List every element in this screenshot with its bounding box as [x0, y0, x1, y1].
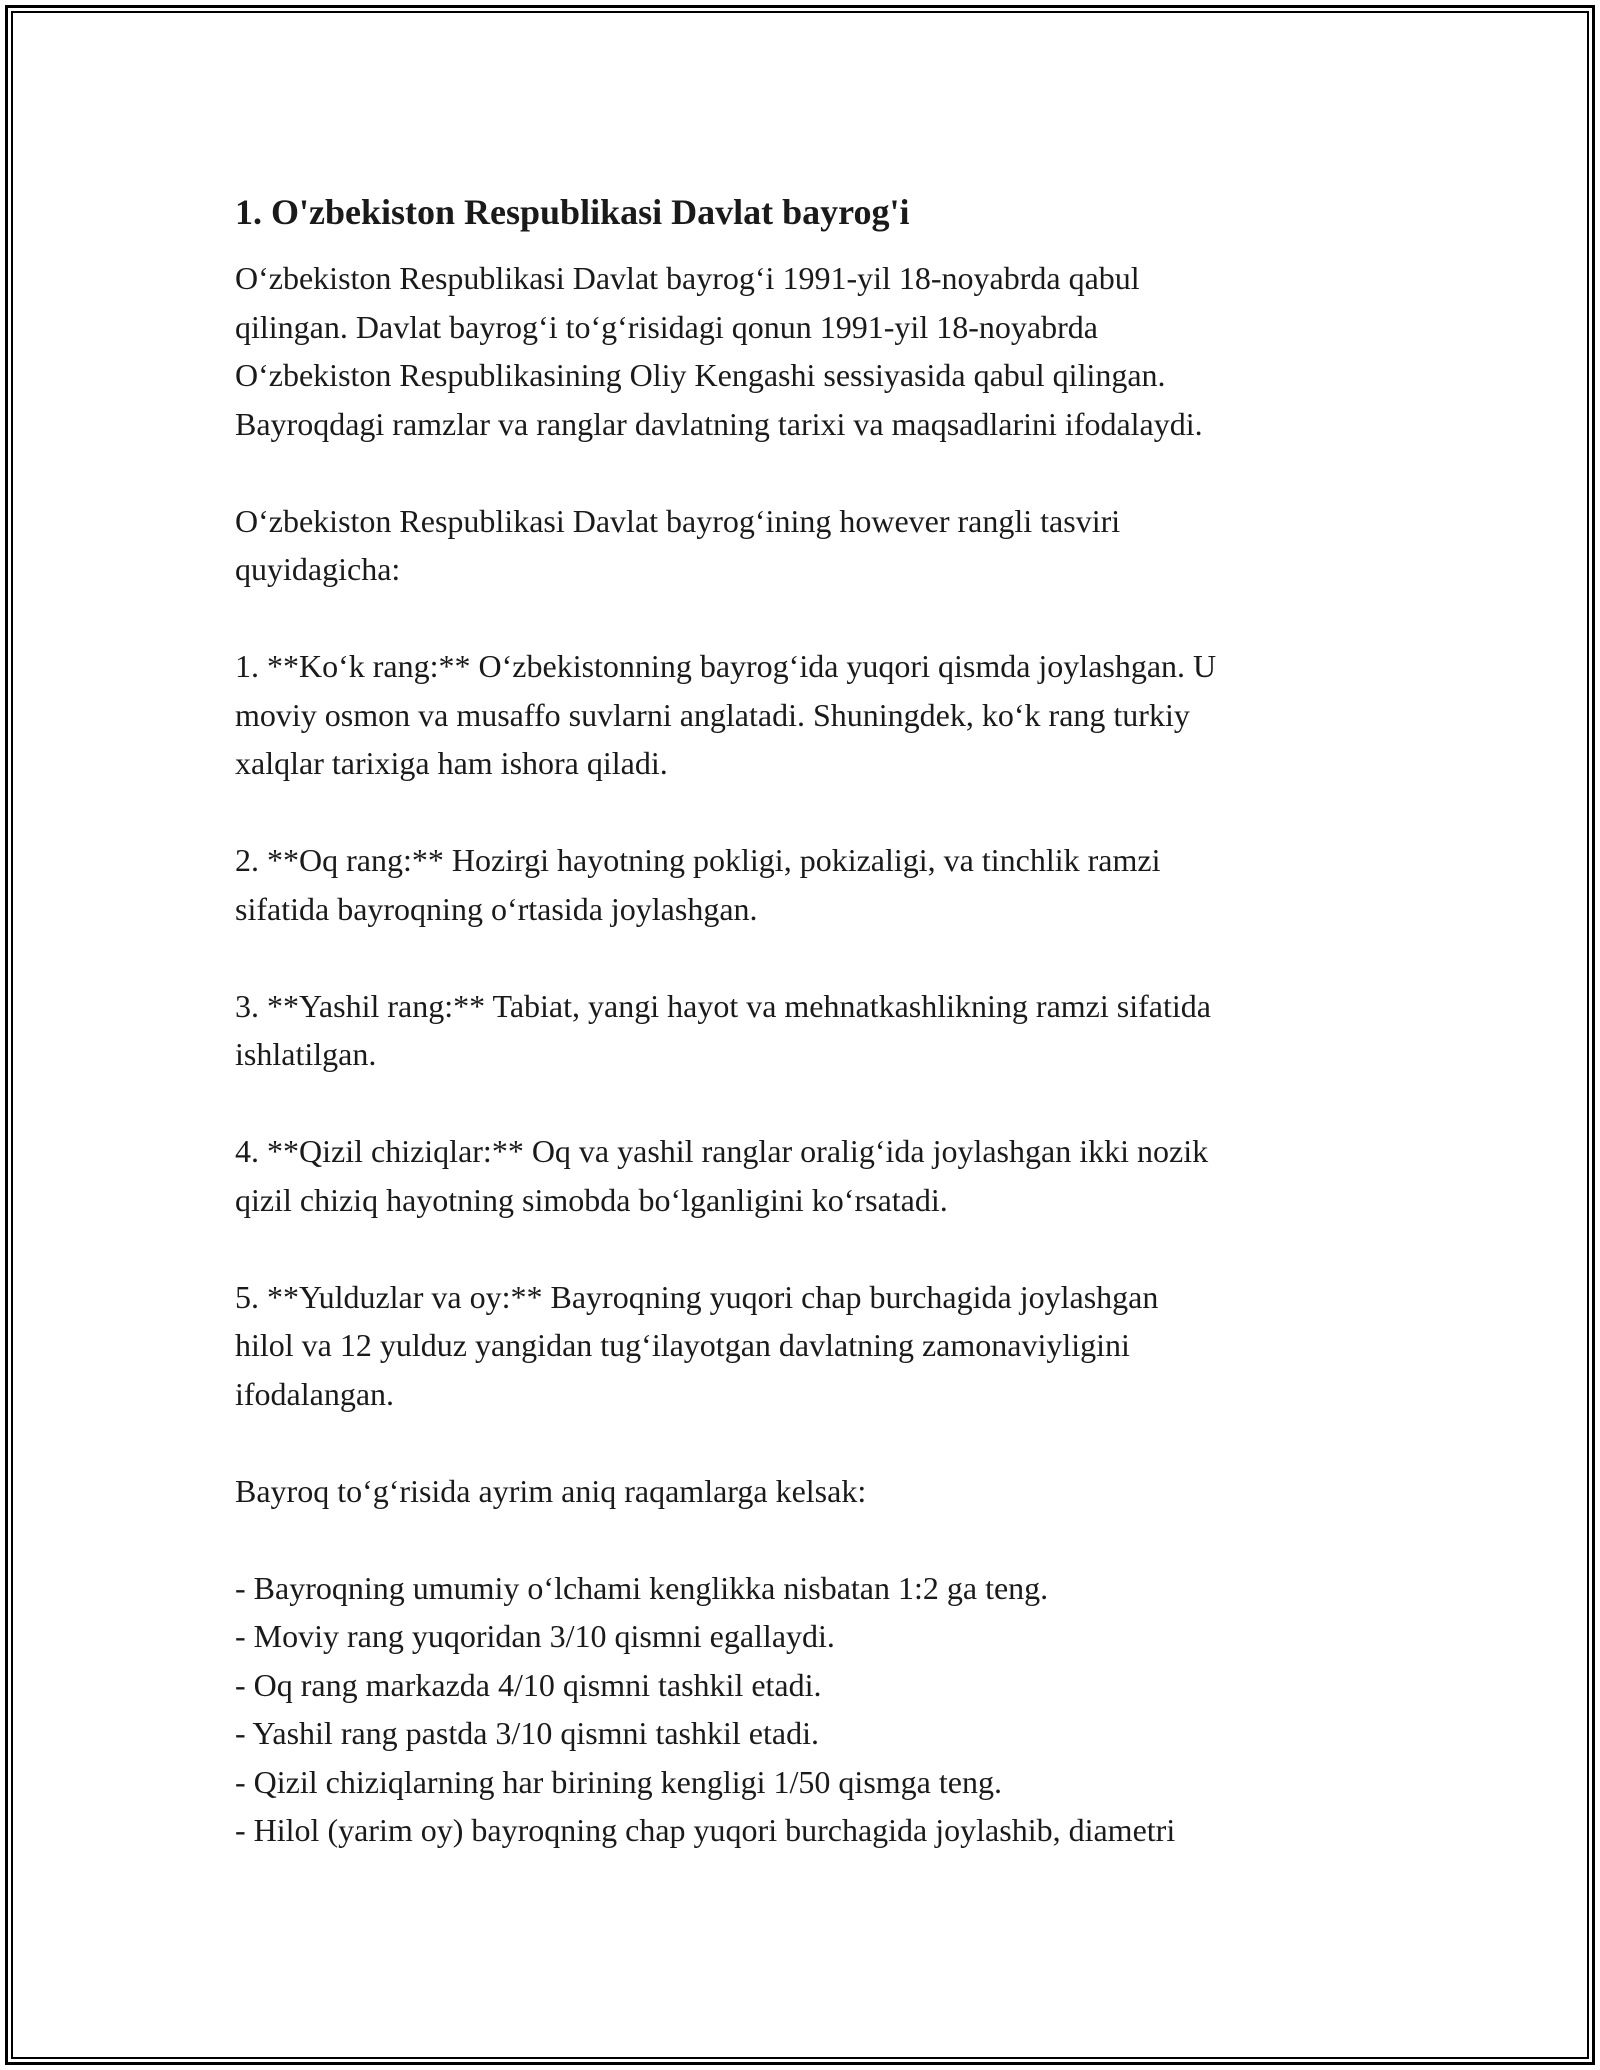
paragraph-numbers-intro: [235, 1467, 1375, 1516]
document-title: 1. O'zbekiston Respublikasi Davlat bayrog'i: [235, 192, 910, 232]
paragraph-line: 5. **Yulduzlar va oy:** Bayroqning yuqori chap burchagida joylashgan: [235, 1278, 1159, 1315]
paragraph-line: O‘zbekiston Respublikasi Davlat bayrog‘i 1991-yil 18-noyabrda qabul: [235, 260, 1140, 296]
paragraph-line: xalqlar tarixiga ham ishora qiladi.: [235, 745, 668, 781]
paragraph-line: sifatida bayroqning o‘rtasida joylashgan.: [235, 890, 758, 927]
paragraph-blue: [235, 642, 1375, 788]
facts-list: [235, 1564, 1375, 1855]
paragraph-white: [235, 836, 1375, 933]
paragraph-line: quyidagicha:: [235, 551, 401, 587]
paragraph-line: moviy osmon va musaffo suvlarni anglatadi. Shuningdek, ko‘k rang turkiy: [235, 696, 1190, 733]
paragraph-line: O‘zbekiston Respublikasining Oliy Kengashi sessiyasida qabul qilingan.: [235, 357, 1166, 393]
paragraph-line: ishlatilgan.: [235, 1036, 377, 1072]
list-item: - Yashil rang pastda 3/10 qismni tashkil etadi.: [235, 1715, 819, 1751]
paragraph-green: [235, 982, 1375, 1079]
paragraph-line: 3. **Yashil rang:** Tabiat, yangi hayot va mehnatkashlikning ramzi sifatida: [235, 987, 1211, 1024]
paragraph-line: ifodalangan.: [235, 1375, 395, 1412]
paragraph-line: hilol va 12 yulduz yangidan tug‘ilayotgan davlatning zamonaviyligini: [235, 1327, 1130, 1363]
paragraph-line: 1. **Ko‘k rang:** O‘zbekistonning bayrog‘ida yuqori qismda joylashgan. U: [235, 648, 1217, 684]
paragraph-line: Bayroq to‘g‘risida ayrim aniq raqamlarga kelsak:: [235, 1472, 867, 1509]
paragraph-line: O‘zbekiston Respublikasi Davlat bayrog‘ining however rangli tasviri: [235, 502, 1121, 539]
document-body: [235, 188, 1375, 1855]
paragraph-line: 2. **Oq rang:** Hozirgi hayotning pokligi, pokizaligi, va tinchlik ramzi: [235, 842, 1161, 878]
paragraph-stars-moon: [235, 1273, 1375, 1419]
paragraph-intro: [235, 254, 1375, 448]
paragraph-line: 4. **Qizil chiziqlar:** Oq va yashil ranglar oralig‘ida joylashgan ikki nozik: [235, 1133, 1209, 1169]
paragraph-line: qilingan. Davlat bayrog‘i to‘g‘risidagi qonun 1991-yil 18-noyabrda: [235, 308, 1098, 345]
list-item: - Hilol (yarim oy) bayroqning chap yuqori burchagida joylashib, diametri: [235, 1812, 1176, 1848]
paragraph-line: qizil chiziq hayotning simobda bo‘lganligini ko‘rsatadi.: [235, 1181, 948, 1218]
paragraph-line: Bayroqdagi ramzlar va ranglar davlatning tarixi va maqsadlarini ifodalaydi.: [235, 405, 1203, 442]
list-item: - Oq rang markazda 4/10 qismni tashkil etadi.: [235, 1666, 822, 1703]
list-item: - Qizil chiziqlarning har birining kengligi 1/50 qismga teng.: [235, 1763, 1002, 1800]
list-item: - Bayroqning umumiy o‘lchami kenglikka nisbatan 1:2 ga teng.: [235, 1569, 1049, 1606]
paragraph-red-lines: [235, 1127, 1375, 1224]
paragraph-colors-intro: [235, 497, 1375, 594]
list-item: - Moviy rang yuqoridan 3/10 qismni egallaydi.: [235, 1618, 835, 1654]
